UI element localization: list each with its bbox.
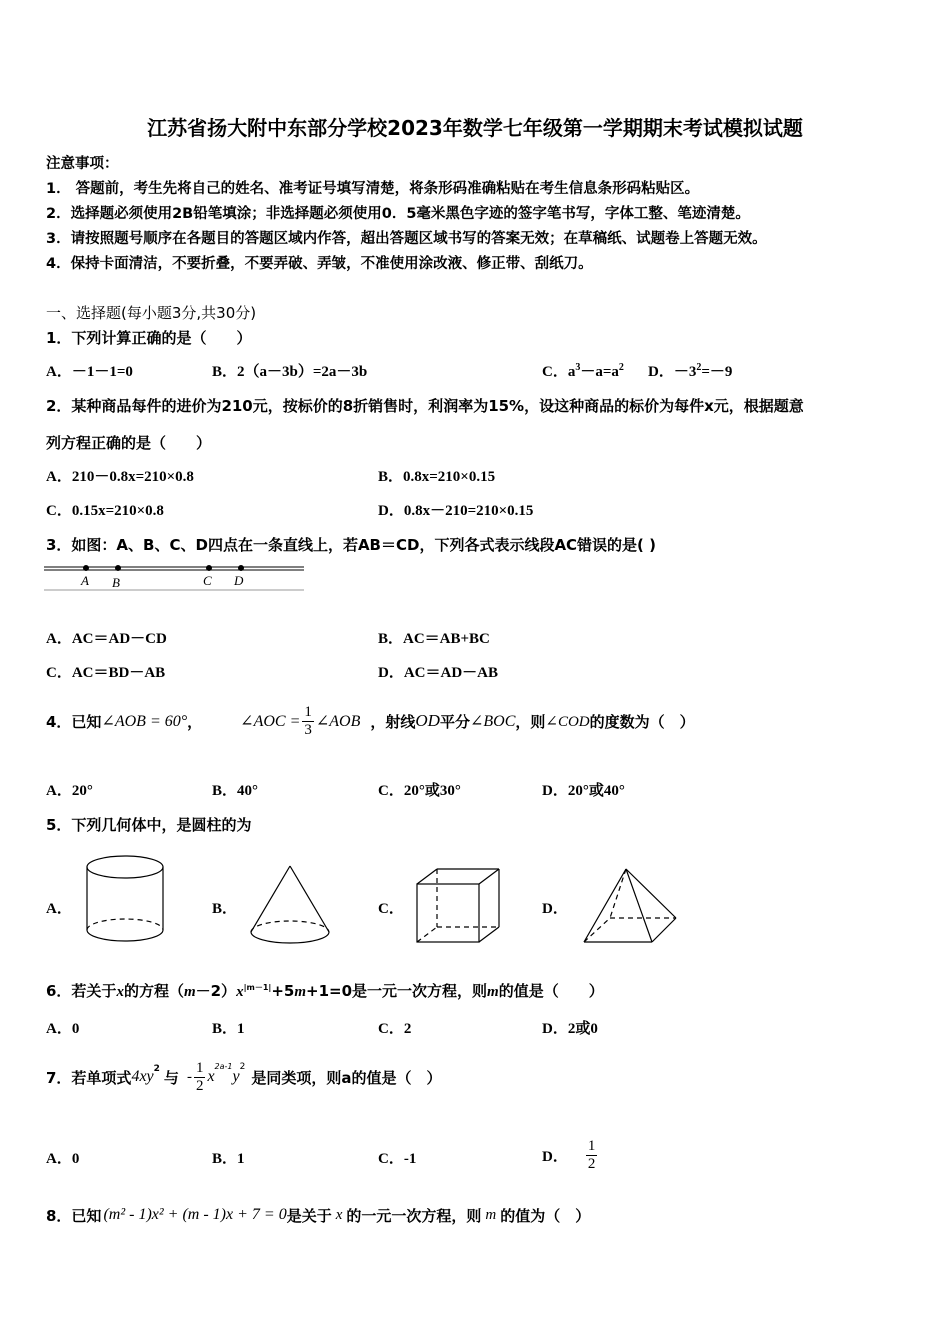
point-c-label: C [203, 573, 212, 588]
q3-option-a: A．AC＝AD－CD [46, 631, 167, 647]
cylinder-icon [84, 853, 168, 945]
q2-option-a: A．210－0.8x=210×0.8 [46, 469, 194, 485]
q4-option-d: D．20°或40° [542, 783, 625, 799]
point-c-dot [206, 565, 212, 571]
q6-option-a: A．0 [46, 1021, 80, 1037]
q7-option-a: A．0 [46, 1151, 80, 1167]
q5-option-b: B． [212, 901, 238, 917]
q5-option-d: D． [542, 901, 568, 917]
q3-option-d: D．AC＝AD－AB [378, 665, 499, 681]
notice-item: 3．请按照题号顺序在各题目的答题区域内作答，超出答题区域书写的答案无效；在草稿纸、试题卷上答题无效。 [46, 231, 767, 247]
q4-option-c: C．20°或30° [378, 783, 461, 799]
question-8-stem: 8．已知 (m² - 1)x² + (m - 1)x + 7 = 0 是关于 x 的一元一次方程，则 m 的值为（ ） [46, 1206, 591, 1225]
q1-option-c: C．$a^3-a=a^2$ [542, 362, 624, 380]
q2-option-d: D．0.8x－210=210×0.15 [378, 503, 534, 519]
q6-option-b: B．1 [212, 1021, 245, 1037]
number-line-figure [44, 560, 306, 594]
q3-option-b: B．AC＝AB+BC [378, 631, 490, 647]
q5-option-c: C． [378, 901, 404, 917]
point-a-label: A [81, 573, 89, 588]
q1-option-d: D．$-3^2=-9$ [648, 362, 733, 380]
point-d-dot [238, 565, 244, 571]
question-6-stem: 6．若关于x的方程$(m-2)x^{|m-1|}+5m+1=0$是一元一次方程，则m的值是（ ） [46, 982, 604, 1000]
q2-option-b: B．0.8x=210×0.15 [378, 469, 496, 485]
q2-option-c: C．0.15x=210×0.8 [46, 503, 164, 519]
notice-item: 1． 答题前，考生先将自己的姓名、准考证号填写清楚，将条形码准确粘贴在考生信息条形码粘贴区。 [46, 181, 700, 197]
q3-option-c: C．AC＝BD－AB [46, 665, 166, 681]
cone-icon [248, 863, 332, 945]
question-7-stem: 7．若单项式 4xy $^2$ 与 - $\frac{1}{2}$ x $^{2a-1}$ y $^2$ 是同类项，则a的值是（ ） [46, 1059, 442, 1094]
question-2-stem-cont: 列方程正确的是（ ） [46, 434, 212, 452]
q7-option-d: D． $\frac{1}{2}$ [542, 1137, 596, 1172]
section-heading: 一、选择题(每小题3分,共30分) [46, 304, 257, 322]
point-b-dot [115, 565, 121, 571]
question-4-stem: 4．已知 ∠AOB = 60° ， ∠AOC = $\frac{1}{3}$ ∠AOB ，射线 OD 平分 ∠BOC ，则 ∠COD 的度数为（ ） [46, 703, 695, 738]
notice-item: 4．保持卡面清洁，不要折叠，不要弄破、弄皱，不准使用涂改液、修正带、刮纸刀。 [46, 256, 593, 272]
q7-option-b: B．1 [212, 1151, 245, 1167]
question-1-stem: 1．下列计算正确的是（ ） [46, 329, 252, 347]
q4-option-b: B．40° [212, 783, 259, 799]
question-5-stem: 5．下列几何体中，是圆柱的为 [46, 816, 252, 834]
q6-option-c: C．2 [378, 1021, 412, 1037]
point-a-dot [83, 565, 89, 571]
point-d-label: D [234, 573, 244, 588]
notice-item: 2．选择题必须使用2B铅笔填涂；非选择题必须使用0．5毫米黑色字迹的签字笔书写，字体工整、笔迹清楚。 [46, 206, 750, 222]
point-b-label: B [112, 575, 120, 590]
q5-option-a: A． [46, 901, 72, 917]
notice-heading: 注意事项： [46, 156, 119, 172]
q4-option-a: A．20° [46, 783, 93, 799]
question-2-stem: 2．某种商品每件的进价为210元，按标价的8折销售时，利润率为15%，设这种商品的标价为每件x元，根据题意 [46, 397, 804, 415]
q6-option-d: D．2或0 [542, 1021, 598, 1037]
pyramid-icon [582, 866, 680, 946]
cube-icon [414, 866, 502, 946]
q1-option-b: B．2（a－3b）=2a－3b [212, 364, 368, 380]
question-3-stem: 3．如图：A、B、C、D四点在一条直线上，若AB＝CD，下列各式表示线段AC错误的是( ) [46, 536, 656, 554]
q1-option-a: A．－1－1=0 [46, 364, 133, 380]
q7-option-c: C．-1 [378, 1151, 417, 1167]
page-title: 江苏省扬大附中东部分学校2023年数学七年级第一学期期末考试模拟试题 [147, 116, 803, 140]
